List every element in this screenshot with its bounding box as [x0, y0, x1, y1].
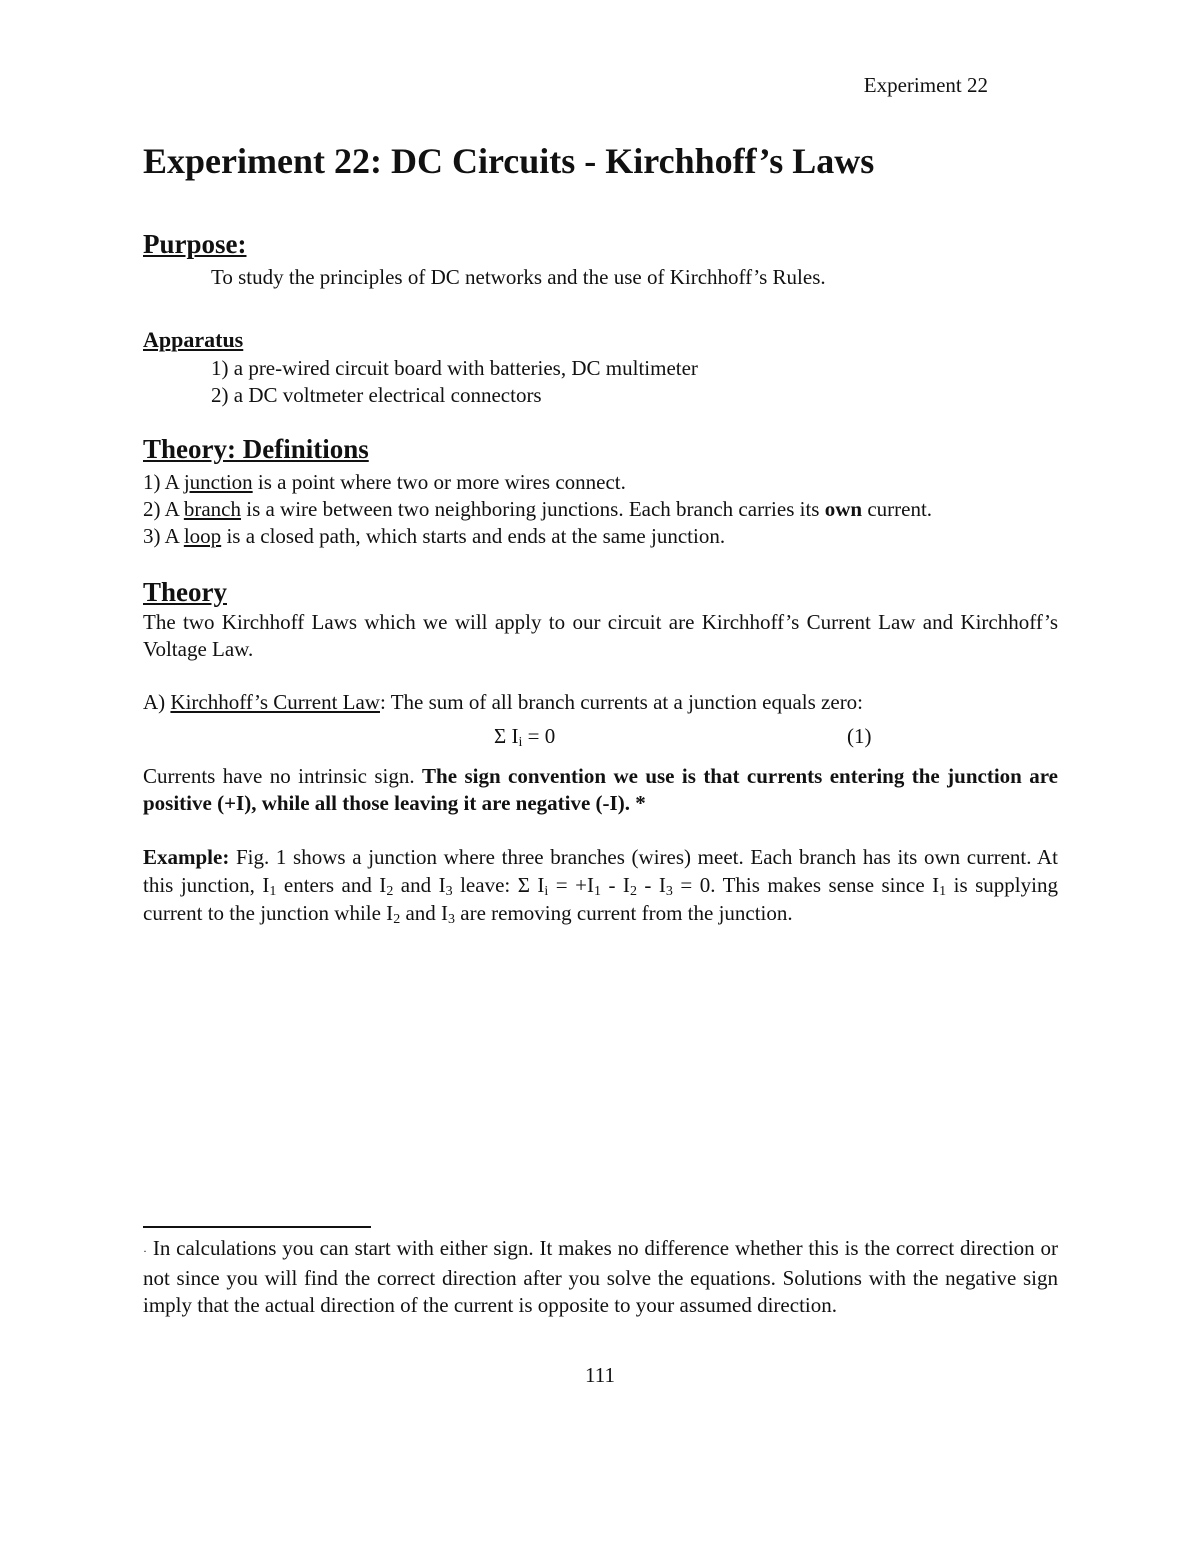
page-title: Experiment 22: DC Circuits - Kirchhoff’s Laws	[143, 141, 875, 181]
footnote: · In calculations you can start with either sign. It makes no difference whether this is the correct direction or not since you will find the correct direction after you solve the equations. Solutions with the negative sign imply that the actual direction of the current is opposite to your assumed direction.	[143, 1236, 1058, 1317]
term-branch: branch	[183, 497, 241, 521]
purpose-text: To study the principles of DC networks and the use of Kirchhoff’s Rules.	[211, 265, 826, 289]
running-header: Experiment 22	[863, 73, 988, 97]
definition-branch: 2) A branch is a wire between two neighboring junctions. Each branch carries its own current.	[143, 497, 933, 521]
sign-convention: Currents have no intrinsic sign. The sign convention we use is that currents entering the junction are positive (+I), while all those leaving it are negative (-I). *	[143, 764, 1058, 815]
theory-heading: Theory	[143, 577, 227, 607]
page-number: 111	[585, 1363, 615, 1387]
apparatus-heading: Apparatus	[143, 327, 244, 352]
kcl-statement: A) Kirchhoff’s Current Law: The sum of all branch currents at a junction equals zero:	[143, 690, 864, 714]
definition-junction: 1) A junction is a point where two or more wires connect.	[143, 470, 626, 494]
apparatus-item: 1) a pre-wired circuit board with batteries, DC multimeter	[211, 356, 698, 380]
footnote-marker: ·	[143, 1244, 147, 1258]
example-paragraph: Example: Fig. 1 shows a junction where three branches (wires) meet. Each branch has its own current. At this junction, $I_1$ enters and $I_2$ and $I_3$ leave: Σ $I_i = +I_1 - I_2 - I_3 = 0$. This makes sense since $I_1$ is supplying current to the junction while $I_2$ and $I_3$ are removing current from the junction.	[143, 845, 1058, 927]
kcl-term: Kirchhoff’s Current Law	[170, 690, 380, 714]
theory-intro: The two Kirchhoff Laws which we will apply to our circuit are Kirchhoff’s Current Law and Kirchhoff’s Voltage Law.	[143, 610, 1058, 661]
term-loop: loop	[183, 524, 222, 548]
footnote-rule	[143, 1226, 371, 1228]
equation: Σ $I_i = 0$	[494, 724, 556, 750]
term-junction: junction	[183, 470, 253, 494]
apparatus-item: 2) a DC voltmeter electrical connectors	[211, 383, 542, 407]
purpose-heading: Purpose:	[143, 229, 247, 259]
definitions-heading: Theory: Definitions	[143, 434, 369, 464]
equation-number: (1)	[847, 724, 872, 748]
definition-loop: 3) A loop is a closed path, which starts and ends at the same junction.	[143, 524, 726, 548]
